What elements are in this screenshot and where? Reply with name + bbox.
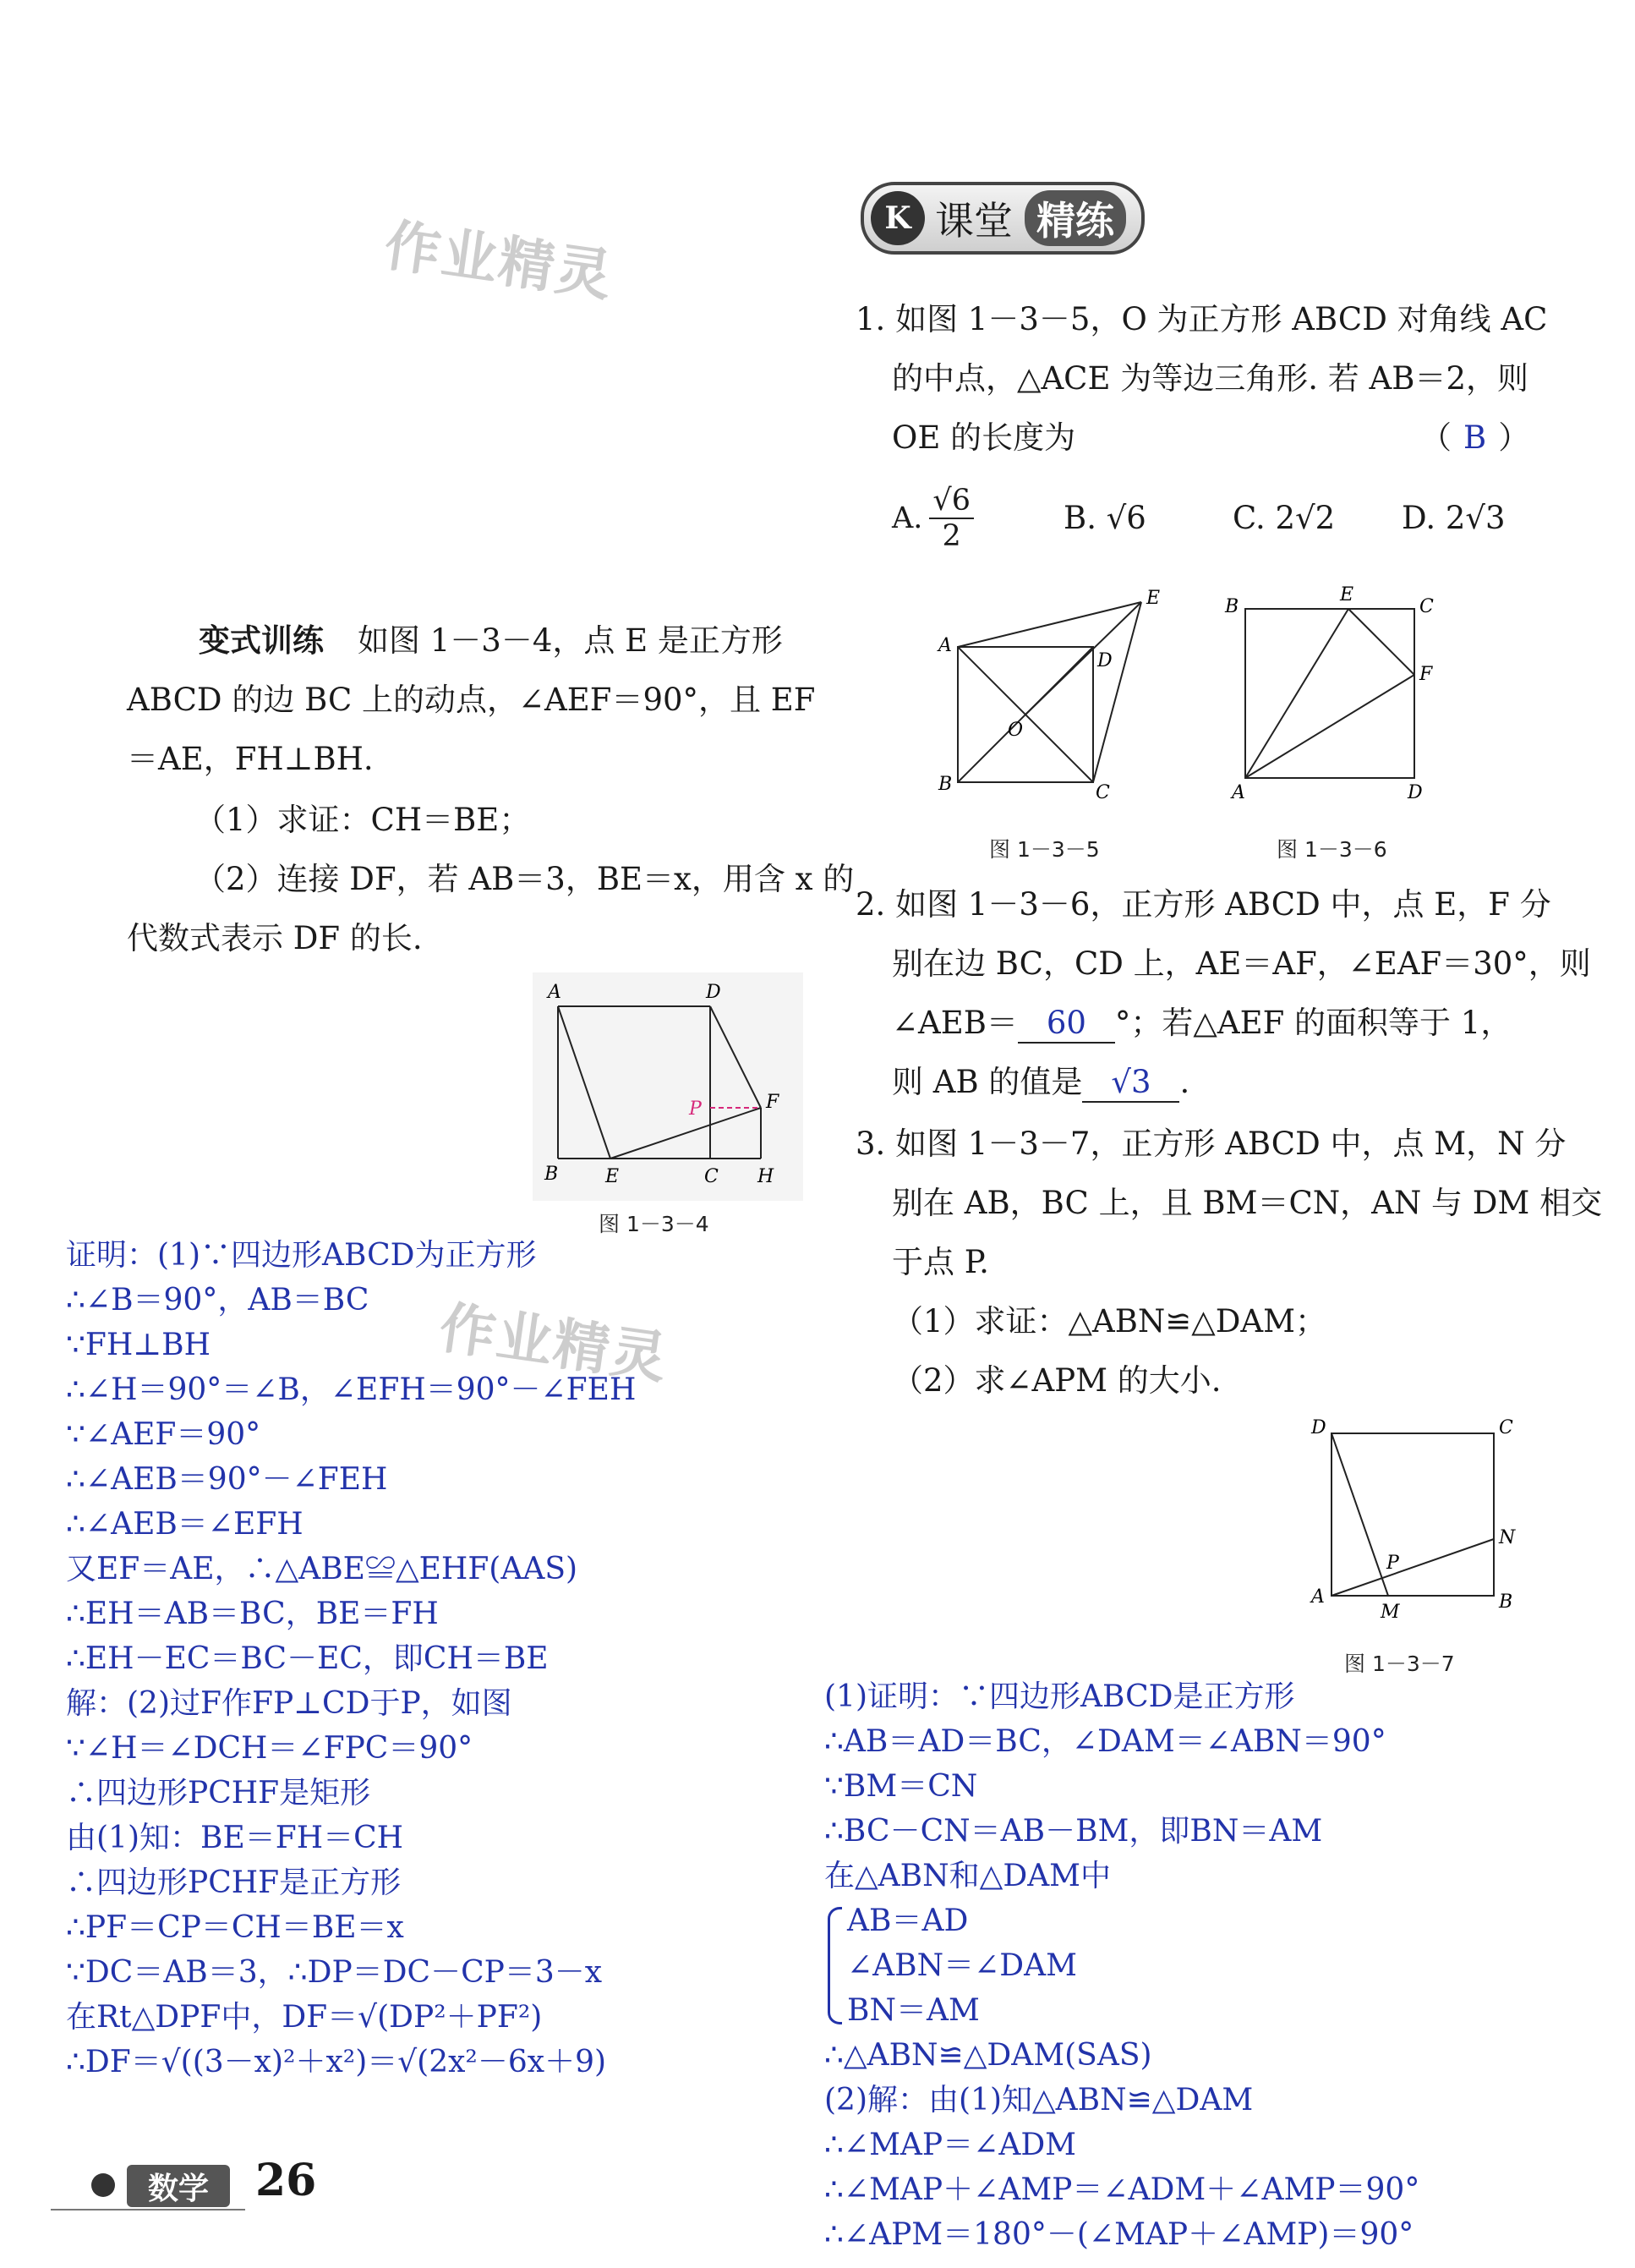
q1-option-b-label: B. [1064,500,1096,536]
variant-line-6: 代数式表示 DF 的长. [127,920,423,956]
q1-option-a-fraction [929,484,974,553]
fig136-label-D: D [1408,782,1423,803]
left-solution-line: ∴∠B＝90°，AB＝BC [66,1283,369,1318]
q1-option-a-den: 2 [942,519,961,553]
q1-option-a [892,484,974,553]
left-solution-line: ∵FH⊥BH [66,1328,211,1362]
q1-option-c-value: 2√2 [1275,500,1336,536]
fig134-label-D: D [706,982,721,1003]
variant-line-2: ABCD 的边 BC 上的动点，∠AEF＝90°，且 EF [127,682,816,718]
q3-line-2: 别在 AB，BC 上，且 BM＝CN，AN 与 DM 相交 [892,1185,1603,1221]
q2-answer-1: 60 [1018,1005,1115,1044]
system-line: ∠ABN＝∠DAM [847,1948,1078,1983]
right-solution-line: ∴BC－CN＝AB－BM，即BN＝AM [824,1814,1323,1849]
variant-label: 变式训练 [199,622,324,659]
left-solution-line: ∴四边形PCHF是正方形 [66,1865,402,1900]
fig136-label-A: A [1232,782,1245,803]
fig134-label-F: F [766,1092,779,1113]
fig135-label-C: C [1096,782,1110,803]
q1-answer: B [1463,419,1487,456]
watermark-middle: 作业精灵 [435,1295,673,1392]
left-solution-line: 证明：(1)∵四边形ABCD为正方形 [66,1238,537,1273]
variant-line-3: ＝AE，FH⊥BH. [127,741,374,777]
section-header [861,182,1145,255]
q2-line-2: 别在边 BC，CD 上，AE＝AF，∠EAF＝30°，则 [892,945,1591,982]
figure-1-3-7 [1306,1408,1526,1628]
left-solution-line: ∴EH－EC＝BC－EC，即CH＝BE [66,1641,549,1676]
q2-line-3-post: °；若△AEF 的面积等于 1， [1114,1005,1512,1041]
q1-option-a-label: A. [892,501,923,535]
left-solution-line: ∵∠AEF＝90° [66,1417,261,1452]
fig136-label-F: F [1419,664,1433,685]
fig135-label-B: B [938,774,953,795]
figure-1-3-5-caption: 图 1－3－5 [989,837,1100,862]
right-solution-line: ∴∠MAP＋∠AMP＝∠ADM＋∠AMP＝90° [824,2172,1420,2207]
variant-line-5: （2）连接 DF，若 AB＝3，BE＝x，用含 x 的 [194,861,855,897]
section-title-part2: 精练 [1025,190,1126,246]
q2-line-3 [892,994,1512,1053]
footer-divider [51,2209,245,2210]
q1-line-3: OE 的长度为 [892,419,1076,456]
fig137-label-M: M [1381,1602,1400,1623]
page-number: 26 [255,2155,317,2206]
q1-option-d-label: D. [1402,500,1436,536]
q2-line-3-pre: ∠AEB＝ [892,1005,1018,1041]
q3-line-5: （2）求∠APM 的大小. [892,1362,1222,1399]
q1-option-b [1064,489,1146,548]
q1-option-c-label: C. [1233,500,1266,536]
left-solution-line: ∴四边形PCHF是矩形 [66,1776,371,1811]
fig137-label-C: C [1499,1417,1513,1438]
left-solution-line: ∴∠AEB＝90°－∠FEH [66,1462,388,1497]
left-solution-line: 在Rt△DPF中，DF＝√(DP²＋PF²) [66,2000,543,2035]
left-solution-line: ∴∠AEB＝∠EFH [66,1507,303,1542]
right-solution-line: 在△ABN和△DAM中 [824,1859,1112,1893]
figure-1-3-4 [533,972,803,1201]
q1-option-d [1402,489,1506,548]
q1-option-d-value: 2√3 [1445,500,1506,536]
fig134-label-E: E [605,1166,620,1187]
right-solution-line: ∴∠APM＝180°－(∠MAP＋∠AMP)＝90° [824,2217,1414,2252]
system-brace [828,1907,842,2024]
q2-line-4-post: . [1179,1064,1190,1100]
footer-subject: 数学 [127,2165,230,2207]
q1-bracket-open: （ [1420,419,1452,456]
fig136-label-B: B [1225,596,1239,617]
q2-answer-2: √3 [1082,1064,1179,1103]
figure-1-3-6-caption: 图 1－3－6 [1277,837,1387,862]
left-solution-line: 解：(2)过F作FP⊥CD于P，如图 [66,1686,512,1721]
system-line: BN＝AM [847,1993,980,2028]
right-solution-line: (2)解：由(1)知△ABN≌△DAM [824,2083,1254,2117]
q1-option-a-num: √6 [929,484,974,519]
fig136-label-E: E [1340,584,1354,605]
left-solution-line: ∴PF＝CP＝CH＝BE＝x [66,1910,404,1945]
left-solution-line: ∵DC＝AB＝3，∴DP＝DC－CP＝3－x [66,1955,603,1990]
system-line: AB＝AD [847,1904,969,1938]
q2-line-4-pre: 则 AB 的值是 [892,1064,1083,1100]
fig135-label-E: E [1146,588,1161,609]
variant-text-1: 如图 1－3－4，点 E 是正方形 [358,622,783,659]
q2-line-4 [892,1053,1189,1112]
figure-1-3-6 [1213,583,1450,812]
right-solution-system [824,1898,1419,2033]
q1-bracket-close: ） [1498,419,1530,456]
fig137-label-A: A [1311,1586,1325,1608]
fig135-label-A: A [938,635,952,656]
left-solution-line: ∴DF＝√((3－x)²＋x²)＝√(2x²－6x＋9) [66,2045,607,2079]
q1-option-c [1233,489,1335,548]
figure-1-3-7-caption: 图 1－3－7 [1344,1652,1455,1676]
right-solution-line: (1)证明：∵四边形ABCD是正方形 [824,1679,1295,1714]
fig137-label-B: B [1499,1591,1513,1613]
q1-option-b-value: √6 [1106,500,1146,536]
left-solution-line: ∴EH＝AB＝BC，BE＝FH [66,1597,439,1631]
fig137-label-D: D [1311,1417,1326,1438]
right-solution [824,1674,1419,2257]
left-solution-line: 由(1)知：BE＝FH＝CH [66,1821,404,1855]
section-logo-icon: K [871,191,925,245]
q1-line-1: 1. 如图 1－3－5，O 为正方形 ABCD 对角线 AC [856,301,1548,337]
fig135-label-D: D [1097,650,1113,671]
q3-line-4: （1）求证：△ABN≌△DAM； [892,1303,1327,1339]
fig137-label-N: N [1499,1527,1516,1548]
right-solution-line: ∴AB＝AD＝BC，∠DAM＝∠ABN＝90° [824,1724,1386,1759]
q3-line-3: 于点 P. [892,1244,989,1280]
left-solution-line: 又EF＝AE，∴△ABE≌△EHF(AAS) [66,1552,578,1586]
q2-line-1: 2. 如图 1－3－6，正方形 ABCD 中，点 E，F 分 [856,886,1551,923]
q1-answer-bracket [1420,408,1529,468]
watermark-top: 作业精灵 [380,212,618,310]
q3-line-1: 3. 如图 1－3－7，正方形 ABCD 中，点 M，N 分 [856,1126,1567,1162]
fig136-label-C: C [1419,596,1434,617]
fig134-label-H: H [757,1166,774,1187]
figure-1-3-4-caption: 图 1－3－4 [599,1212,709,1236]
left-solution-line: ∵∠H＝∠DCH＝∠FPC＝90° [66,1731,473,1766]
left-solution-line: ∴∠H＝90°＝∠B，∠EFH＝90°－∠FEH [66,1372,637,1407]
figure-1-3-5 [930,583,1175,812]
variant-line-1 [199,611,783,671]
fig134-label-B: B [544,1164,559,1185]
footer-dot-icon [91,2173,115,2197]
right-solution-line: ∴△ABN≌△DAM(SAS) [824,2038,1152,2073]
left-solution [66,1233,636,2084]
fig134-label-P: P [689,1098,702,1120]
right-solution-line: ∴∠MAP＝∠ADM [824,2128,1077,2162]
fig134-label-A: A [548,982,561,1003]
section-title-part1: 课堂 [935,198,1013,244]
fig137-label-P: P [1386,1553,1399,1574]
q1-line-2: 的中点，△ACE 为等边三角形. 若 AB＝2，则 [892,360,1528,397]
right-solution-line: ∵BM＝CN [824,1769,978,1804]
fig134-label-C: C [704,1166,719,1187]
fig135-label-O: O [1008,720,1024,741]
variant-line-4: （1）求证：CH＝BE； [194,802,531,838]
